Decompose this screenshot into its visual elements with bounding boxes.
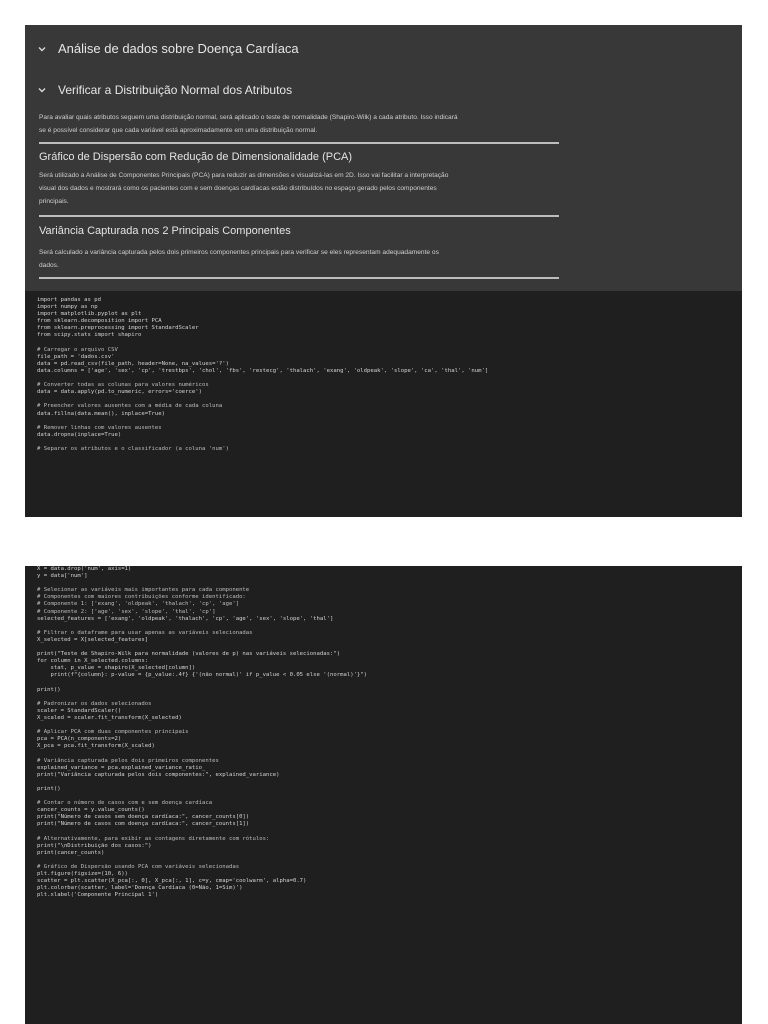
code-line [37,857,367,864]
code-line: print("Variância capturada pelos dois componentes:", explained_variance) [37,771,280,778]
code-line: data.dropna(inplace=True) [37,431,122,438]
code-line: data = data.apply(pd.to_numeric, errors='coerce') [37,389,203,396]
paragraph-pca [39,169,559,208]
section-pca [39,150,559,164]
section-heading-distribuicao[interactable] [35,83,292,97]
code-line: # Variância capturada pelos dois primeiros componentes [37,757,219,764]
code-line: data.fillna(data.mean(), inplace=True) [37,410,165,417]
section-variancia [39,224,559,238]
code-line: explained_variance = pca.explained_variance_ratio_ [37,764,206,771]
code-line: y = data['num'] [37,573,88,580]
code-block[interactable] [37,297,488,453]
code-line: X_selected = X[selected_features] [37,636,149,643]
heading-3-text: Variância Capturada nos 2 Principais Componentes [39,225,291,237]
heading-1-text: Análise de dados sobre Doença Cardíaca [58,41,299,56]
code-line: data.columns = ['age', 'sex', 'cp', 'trestbps', 'chol', 'fbs', 'restecg', 'thalach', 'exang', 'oldpeak', 'slope', 'ca', 'thal', 'num'] [37,367,489,374]
code-line: stat, p_value = shapiro(X_selected[column]) [37,665,196,672]
paragraph-line: dados. [39,262,59,269]
code-line [37,750,367,757]
code-line: X_pca = pca.fit_transform(X_scaled) [37,743,155,750]
section-heading-analise[interactable] [35,41,299,56]
code-line: # Aplicar PCA com duas componentes principais [37,729,189,736]
paragraph-line: Para avaliar quais atributos seguem uma distribuição normal, será aplicado o teste de normalidade (Shapiro-Wilk) a cada atributo. Isso indicará [39,114,458,121]
code-line: # Converter todas as colunas para valores numéricos [37,382,209,389]
code-line: import matplotlib.pyplot as plt [37,311,142,318]
code-line [37,680,367,687]
code-line: file_path = 'dados.csv' [37,353,115,360]
section-divider [39,277,559,279]
code-line [37,439,488,446]
code-line: # Separar os atributos e o classificador (a coluna 'num') [37,445,229,452]
code-line: plt.xlabel('Componente Principal 1') [37,892,159,899]
code-line [37,694,367,701]
paragraph-line: Será calculado a variância capturada pelos dois primeiros componentes principais para verificar se eles representam adequadamente os [39,249,439,256]
code-line [37,779,367,786]
code-line: import pandas as pd [37,297,101,303]
code-line: # Componente 2: ['age', 'sex', 'slope', 'thal', 'cp'] [37,608,216,615]
paragraph-line: se é possível considerar que cada variável está aproximadamente em uma distribuição normal. [39,127,318,134]
code-line: cancer_counts = y.value_counts() [37,807,145,814]
code-line: print("Número de casos com doença cardíaca:", cancer_counts[1]) [37,821,250,828]
code-line: from sklearn.preprocessing import StandardScaler [37,325,199,332]
code-line: plt.colorbar(scatter, label='Doença Cardíaca (0=Não, 1=Sim)') [37,885,243,892]
code-line [37,722,367,729]
section-divider [39,215,559,217]
heading-2-text: Verificar a Distribuição Normal dos Atributos [58,83,293,97]
chevron-down-icon[interactable] [35,42,49,56]
code-line: pca = PCA(n_components=2) [37,736,122,743]
notebook-page-2 [25,566,742,1024]
code-line: from sklearn.decomposition import PCA [37,318,162,325]
code-line: # Gráfico de Dispersão usando PCA com variáveis selecionadas [37,863,240,870]
paragraph-normalidade [39,111,559,137]
code-line: print("Número de casos sem doença cardíaca:", cancer_counts[0]) [37,814,250,821]
code-line: print() [37,785,61,792]
code-line: data = pd.read_csv(file_path, header=None, na_values='?') [37,360,229,367]
notebook-page-1 [25,25,742,517]
code-line [37,418,488,425]
code-block[interactable] [37,566,367,899]
code-line: # Padronizar os dados selecionados [37,700,152,707]
paragraph-line: principais. [39,198,69,205]
code-line: # Filtrar o dataframe para usar apenas as variáveis selecionadas [37,629,253,636]
code-line: print("Teste de Shapiro-Wilk para normalidade (valores de p) nas variáveis selecionadas:") [37,651,341,658]
code-line [37,828,367,835]
code-line: # Contar o número de casos com e sem doença cardíaca [37,800,213,807]
paragraph-line: Será utilizado a Análise de Componentes Principais (PCA) para reduzir as dimensões e visualizá-las em 2D. Isso vai facilitar a interpretação [39,172,449,179]
code-line: # Preencher valores ausentes com a média de cada coluna [37,403,223,410]
code-line [37,340,488,347]
code-cell[interactable] [25,291,742,517]
code-line: scaler = StandardScaler() [37,707,122,714]
paragraph-variancia [39,246,559,272]
code-line: # Selecionar as variáveis mais importantes para cada componente [37,587,250,594]
code-line: # Alternativamente, para exibir as contagens diretamente com rótulos: [37,835,270,842]
code-line: from scipy.stats import shapiro [37,332,142,339]
code-line: # Carregar o arquivo CSV [37,346,118,353]
code-line: for column in X_selected.columns: [37,658,149,665]
code-line: # Componente 1: ['exang', 'oldpeak', 'thalach', 'cp', 'age'] [37,601,240,608]
heading-3-text: Gráfico de Dispersão com Redução de Dimensionalidade (PCA) [39,151,353,163]
code-line: print("\nDistribuição dos casos:") [37,842,152,849]
code-line: import numpy as np [37,304,98,311]
code-line: print(f"{column}: p-value = {p_value:.4f} {'(não normal)' if p_value < 0.05 else '(normal)'}") [37,672,368,679]
code-line: print(cancer_counts) [37,849,105,856]
code-line: # Remover linhas com valores ausentes [37,424,162,431]
code-line: # Componentes com maiores contribuições conforme identificado: [37,594,246,601]
markdown-cell [25,25,742,291]
paragraph-line: visual dos dados e mostrará como os pacientes com e sem doenças cardíacas estão distribuídos no espaço gerado pelos componentes [39,185,437,192]
code-line: print() [37,686,61,693]
chevron-down-icon[interactable] [35,83,49,97]
code-line: X = data.drop('num', axis=1) [37,566,132,572]
code-line: selected_features = ['exang', 'oldpeak', 'thalach', 'cp', 'age', 'sex', 'slope', 'thal'] [37,615,334,622]
code-line [37,623,367,630]
code-line: scatter = plt.scatter(X_pca[:, 0], X_pca[:, 1], c=y, cmap='coolwarm', alpha=0.7) [37,878,307,885]
section-divider [39,142,559,144]
code-line: plt.figure(figsize=(10, 6)) [37,871,128,878]
code-line: X_scaled = scaler.fit_transform(X_selected) [37,714,182,721]
